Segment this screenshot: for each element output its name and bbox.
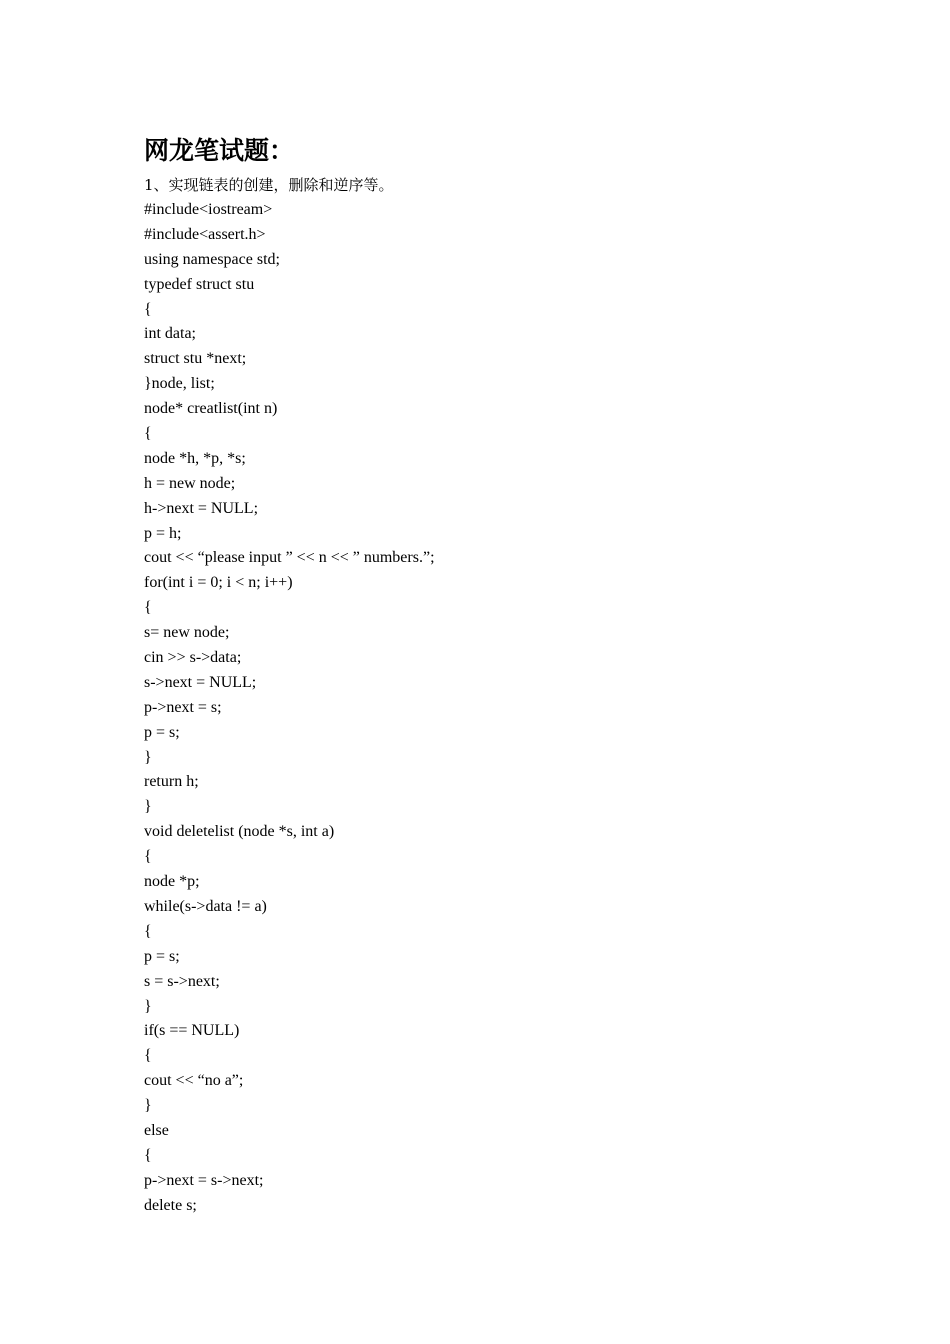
code-line: using namespace std; [144,250,280,268]
code-line: { [144,300,152,318]
code-line: h->next = NULL; [144,499,259,517]
code-line: cout << “please input ” << n << ” numbers.”; [144,549,435,567]
code-line: } [144,748,152,766]
code-line: { [144,425,152,443]
code-line: s->next = NULL; [144,673,257,691]
code-line: return h; [144,773,199,791]
code-line: { [144,922,152,940]
code-line: if(s == NULL) [144,1022,240,1040]
code-line: { [144,599,152,617]
code-line: p = s; [144,723,180,741]
code-line: void deletelist (node *s, int a) [144,823,335,841]
code-line: cin >> s->data; [144,649,242,667]
code-line: { [144,1047,152,1065]
code-line: while(s->data != a) [144,897,267,915]
code-line: int data; [144,325,196,343]
code-line: node *h, *p, *s; [144,449,246,467]
code-line: cout << “no a”; [144,1072,244,1090]
code-line: p->next = s->next; [144,1171,264,1189]
code-line: #include<assert.h> [144,225,266,243]
code-line: s= new node; [144,624,230,642]
code-line: node* creatlist(int n) [144,400,278,418]
code-line: typedef struct stu [144,275,255,293]
code-line: s = s->next; [144,972,220,990]
document-body [144,132,844,1219]
code-line: #include<iostream> [144,201,273,218]
code-line: h = new node; [144,474,236,492]
code-line: p->next = s; [144,698,222,716]
code-line: { [144,1146,152,1164]
code-line: }node, list; [144,375,215,393]
code-line: struct stu *next; [144,350,247,368]
code-line: p = h; [144,524,182,542]
page-title: 网龙笔试题： [144,136,295,165]
code-line: delete s; [144,1196,197,1214]
code-line: } [144,1097,152,1115]
code-line: else [144,1121,169,1139]
code-block [144,198,844,1219]
question-text: 1、实现链表的创建，删除和逆序等。 [144,176,394,194]
code-line: for(int i = 0; i < n; i++) [144,574,293,592]
code-line: node *p; [144,873,200,891]
code-line: } [144,997,152,1015]
code-line: { [144,848,152,866]
code-line: } [144,798,152,816]
code-line: p = s; [144,947,180,965]
